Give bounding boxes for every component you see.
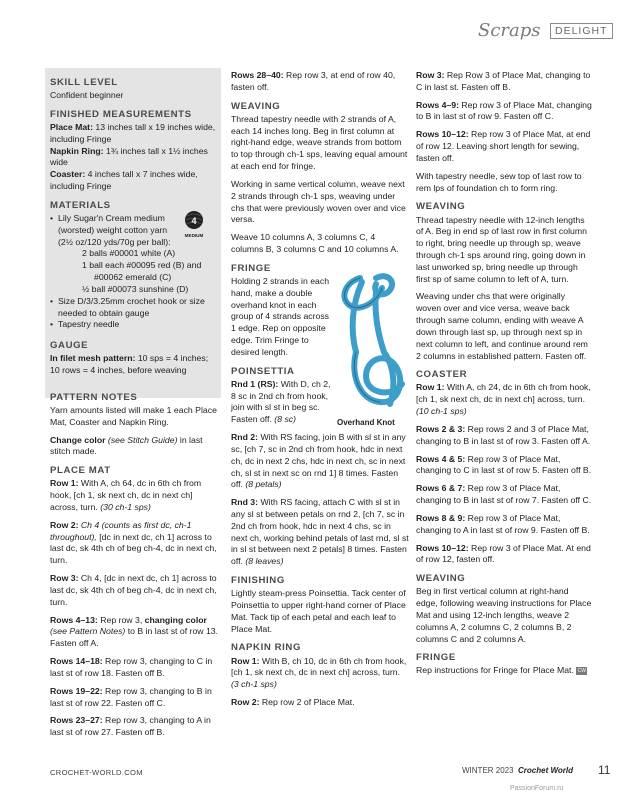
coaster-rows-2-3: Rows 2 & 3: Rep rows 2 and 3 of Place Mat, changing to B in last st of row 3. Fasten off A. [416,423,591,446]
heading-skill-level: SKILL LEVEL [50,77,118,88]
coaster-weaving: Beg in first vertical column at right-hand edge, following weaving instructions for Place Mat and using 12-inch lengths, weave 2 columns A, 2 columns C, 2 columns B, 2 columns C and 2 columns A. [416,586,592,644]
finishing-text: Lightly steam-press Poinsettia. Tack center of Poinsettia to upper right-hand corner of Place Mat. Tack tip of each petal and each leaf to Place Mat. [231,588,406,634]
heading-materials: MATERIALS [50,199,111,211]
logo-script: Scraps [478,20,541,41]
weaving-step-3: Weave 10 columns A, 3 columns C, 4 columns B, 3 columns C and 10 columns A. [231,232,399,254]
yarn-weight-number: 4 [191,216,197,226]
poinsettia-rnd-3: Rnd 3: With RS facing, attach C with sl st in any sl st between petals on rnd 2, [ch 7, sc in 2nd ch from hook, hdc in next 4 chs, sc in next ch, working behind petals of last rnd, sl st in sl st between next 2 petals] 8 times. Fasten off. (8 leaves) [231,497,409,567]
napkin-weaving-1: Thread tapestry needle with 12-inch lengths of A. Beg in end sp of last row in first column to right, bring needle up through sp, weave through ch-1 sps around ring, going down in last unworked sp, bring needle up through first sp of same column to left of A, turn. [416,214,587,284]
column-3 [416,70,592,683]
coaster-fringe: Rep instructions for Fringe for Place Mat. CW [416,665,586,676]
heading-weaving: WEAVING [416,573,466,585]
napkin-rows-4-9: Rows 4–9: Rep row 3 of Place Mat, changing to B in last st of row 9. Fasten off C. [416,99,592,122]
watermark: PassionForum.ru [510,785,564,792]
heading-finishing: FINISHING [231,575,285,587]
napkin-row-3: Row 3: Rep Row 3 of Place Mat, changing to C in last st. Fasten off B. [416,70,591,92]
heading-pattern-notes: PATTERN NOTES [50,391,138,403]
footer-site: CROCHET-WORLD.COM [50,768,143,777]
coaster-row-1: Row 1: With A, ch 24, dc in 6th ch from hook, [ch 1, sk next ch, dc in next ch] across, turn. (10 ch-1 sps) [416,382,591,417]
material-item: • Size D/3/3.25mm crochet hook or size needed to obtain gauge [50,296,220,320]
coaster-rows-6-7: Rows 6 & 7: Rep row 3 of Place Mat, changing to B in last st of row 7. Fasten off C. [416,483,592,506]
heading-weaving: WEAVING [231,100,281,112]
measurement-napkin-ring: Napkin Ring: 1¾ inches tall x 1½ inches wide [50,145,208,168]
napkin-row-1: Row 1: With B, ch 10, dc in 6th ch from hook, [ch 1, sk next ch, dc in next ch] across, turn. (3 ch-1 sps) [231,655,407,690]
gauge-text: In filet mesh pattern: 10 sps = 4 inches; 10 rows = 4 inches, before weaving [50,353,209,376]
yarn-weight-label: MEDIUM [184,233,204,238]
heading-fringe: FRINGE [231,262,271,274]
logo-box: DELIGHT [550,23,613,39]
rows-28-40: Rows 28–40: Rep row 3, at end of row 40, fasten off. [231,70,396,92]
notes-change-color: Change color (see Stitch Guide) in last stitch made. [50,434,203,457]
row-3: Row 3: Ch 4, [dc in next dc, ch 1] across to last dc, sk 4th ch of beg ch-4, dc in next ch, turn. [50,573,217,607]
measurement-coaster: Coaster: 4 inches tall x 7 inches wide, including Fringe [50,169,198,192]
heading-gauge: GAUGE [50,340,89,352]
heading-weaving: WEAVING [416,201,466,213]
rows-14-18: Rows 14–18: Rep row 3, changing to C in last st of row 18. Fasten off B. [50,656,213,678]
heading-finished-measurements: FINISHED MEASUREMENTS [50,108,192,120]
napkin-rows-10-12: Rows 10–12: Rep row 3 of Place Mat, at end of row 12. Leaving short length for sewing, fasten off. [416,129,591,163]
poinsettia-rnd-1: Rnd 1 (RS): With D, ch 2, 8 sc in 2nd ch from hook, join with sl st in beg sc. Fasten off. (8 sc) [231,378,331,425]
coaster-rows-4-5: Rows 4 & 5: Rep row 3 of Place Mat, changing to C in last st of row 5. Fasten off B. [416,453,592,476]
napkin-weaving-2: Weaving under chs that were originally woven over and vice versa, weave back through same column, ending with weave A down through last sp, up through next sp in next column to left, and continue around rem 2 columns in established pattern. Fasten off. [416,291,588,361]
material-item: • Tapestry needle [50,319,220,331]
heading-coaster: COASTER [416,369,468,381]
skill-level-text: Confident beginner [50,90,124,101]
row-2: Row 2: Ch 4 (counts as first dc, ch-1 throughout), [dc in next dc, ch 1] across to last dc, sk 4th ch of beg ch-4, dc in next ch, turn. [50,519,217,566]
heading-place-mat: PLACE MAT [50,465,111,477]
heading-napkin-ring: NAPKIN RING [231,642,302,654]
rows-19-22: Rows 19–22: Rep row 3, changing to B in last st of row 22. Fasten off C. [50,685,212,708]
heading-fringe: FRINGE [416,652,456,664]
napkin-row-2: Row 2: Rep row 2 of Place Mat. [231,697,355,708]
overhand-knot-illustration [336,268,414,420]
material-item: • Lily Sugar'n Cream medium (worsted) weight cotton yarn (2½ oz/120 yds/70g per ball): 2 balls #00001 white (A) 1 ball each #00095 red (B) and #00062 emerald (C) ½ ball #00073 sunshine (D) [50,213,220,296]
napkin-sew: With tapestry needle, sew top of last row to rem lps of foundation ch to form ring. [416,170,582,193]
page-number: 11 [598,763,611,777]
poinsettia-rnd-2: Rnd 2: With RS facing, join B with sl st in any sc, [ch 7, sc in 2nd ch from hook, hdc in next ch, dc in next 2 chs, hdc in next ch, sc in next ch, sl st in next sc on rnd 1] 8 times. Fasten off. (8 petals) [231,432,406,490]
materials-list [50,213,220,331]
coaster-rows-8-9: Rows 8 & 9: Rep row 3 of Place Mat, changing to A in last st of row 9. Fasten off B. [416,512,590,535]
section-logo [478,18,618,48]
coaster-rows-10-12: Rows 10–12: Rep row 3 of Place Mat. At end of row 12, fasten off. [416,542,591,565]
notes-yarn: Yarn amounts listed will make 1 each Place Mat, Coaster and Napkin Ring. [50,404,217,427]
row-1: Row 1: With A, ch 64, dc in 6th ch from hook, [ch 1, sk next ch, dc in next ch] across, turn. (30 ch-1 sps) [50,478,202,512]
fringe-text: Holding 2 strands in each hand, make a double overhand knot in each group of 4 strands across 1 edge. Rep on opposite edge. Trim Fringe to desired length. [231,275,330,357]
heading-poinsettia: POINSETTIA [231,365,295,377]
measurement-place-mat: Place Mat: 13 inches tall x 19 inches wide, including Fringe [50,121,216,144]
rows-23-27: Rows 23–27: Rep row 3, changing to A in last st of row 27. Fasten off B. [50,715,211,738]
knot-caption: Overhand Knot [337,418,395,427]
column-1 [50,70,220,745]
rows-4-13: Rows 4–13: Rep row 3, changing color (see Pattern Notes) to B in last st of row 13. Fasten off A. [50,614,219,649]
weaving-step-2: Working in same vertical column, weave next 2 strands through ch-1 sps, weaving under chs that were previously woven over and vice versa. [231,178,406,225]
weaving-step-1: Thread tapestry needle with 2 strands of A, each 14 inches long. Beg in first column at right-hand edge, weave strands from bottom to top through ch-1 sps, leaving equal amount at each end for fringe. [231,113,408,172]
footer-issue: WINTER 2023 Crochet World [462,766,573,775]
end-mark-icon: CW [577,668,586,675]
